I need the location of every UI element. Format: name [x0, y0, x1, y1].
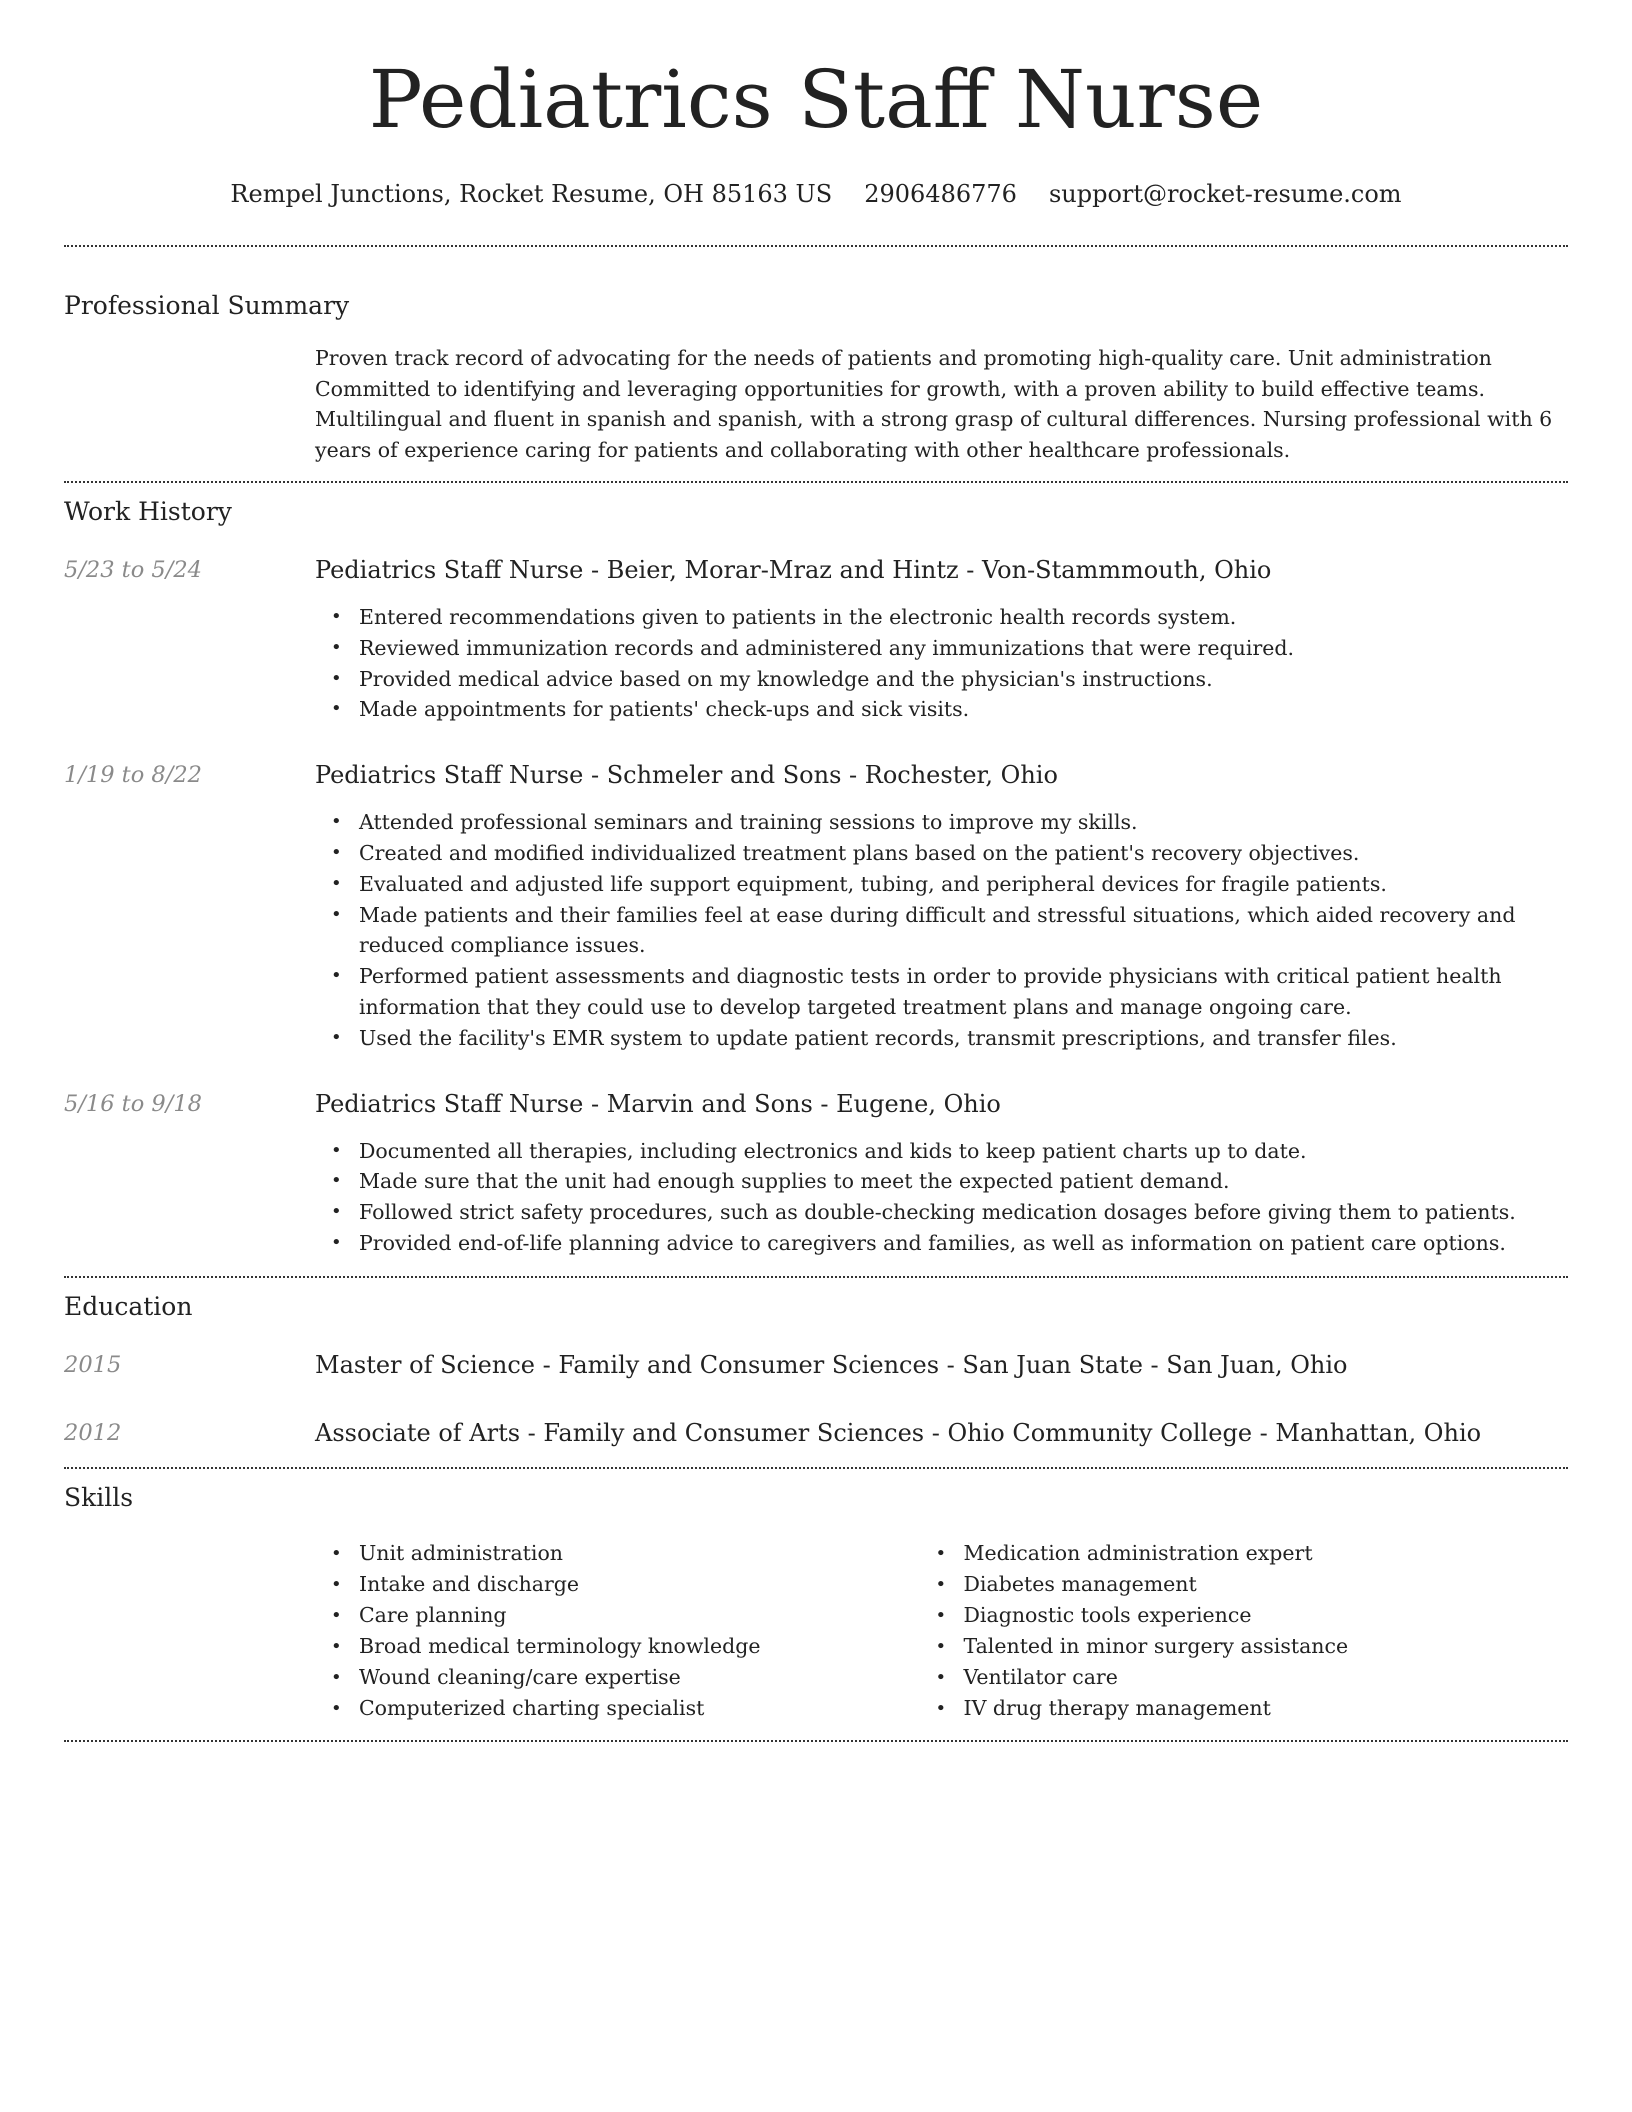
- divider: [64, 1740, 1568, 1742]
- skill-item: • Broad medical terminology knowledge: [359, 1631, 964, 1662]
- education-heading: Associate of Arts - Family and Consumer Sciences - Ohio Community College - Manhattan, Ohio: [315, 1418, 1482, 1447]
- skill-item: • Medication administration expert: [964, 1538, 1569, 1569]
- resume-name: Pediatrics Staff Nurse: [368, 53, 1264, 146]
- job-bullet: • Attended professional seminars and training sessions to improve my skills.: [359, 807, 1568, 838]
- education-year: 2012: [64, 1419, 122, 1446]
- resume-page: [64, 0, 1568, 1742]
- job-bullets: [359, 1136, 1568, 1259]
- skill-item: • IV drug therapy management: [964, 1693, 1569, 1724]
- skill-item: • Diagnostic tools experience: [964, 1600, 1569, 1631]
- skills-list: [359, 1538, 1568, 1724]
- job-entry: [64, 759, 1568, 1053]
- skill-item: • Ventilator care: [964, 1662, 1569, 1693]
- contact-email: support@rocket-resume.com: [1048, 180, 1402, 208]
- job-bullet: • Provided medical advice based on my knowledge and the physician's instructions.: [359, 664, 1568, 695]
- job-bullet: • Entered recommendations given to patients in the electronic health records system.: [359, 602, 1568, 633]
- skill-item: • Wound cleaning/care expertise: [359, 1662, 964, 1693]
- job-bullet: • Provided end-of-life planning advice to caregivers and families, as well as information on patient care options.: [359, 1228, 1568, 1259]
- skill-item: • Intake and discharge: [359, 1569, 964, 1600]
- section-title-education: Education: [64, 1291, 193, 1321]
- job-bullets: [359, 807, 1568, 1053]
- skill-item: • Care planning: [359, 1600, 964, 1631]
- job-bullet: • Documented all therapies, including electronics and kids to keep patient charts up to date.: [359, 1136, 1568, 1167]
- job-entry: [64, 1088, 1568, 1259]
- divider: [64, 1276, 1568, 1278]
- job-heading: Pediatrics Staff Nurse - Marvin and Sons - Eugene, Ohio: [315, 1089, 1001, 1118]
- skill-item: • Unit administration: [359, 1538, 964, 1569]
- skill-item: • Diabetes management: [964, 1569, 1569, 1600]
- job-bullet: • Reviewed immunization records and administered any immunizations that were required.: [359, 633, 1568, 664]
- job-heading: Pediatrics Staff Nurse - Beier, Morar-Mraz and Hintz - Von-Stammmouth, Ohio: [315, 556, 1272, 584]
- job-bullets: [359, 602, 1568, 725]
- section-title-skills: Skills: [64, 1482, 134, 1512]
- job-entry: [64, 554, 1568, 725]
- job-bullet: • Made sure that the unit had enough supplies to meet the expected patient demand.: [359, 1166, 1568, 1197]
- divider: [64, 1467, 1568, 1469]
- contact-phone: 2906486776: [864, 180, 1017, 208]
- education-entry: [64, 1349, 1568, 1381]
- job-bullet: • Used the facility's EMR system to update patient records, transmit prescriptions, and transfer files.: [359, 1023, 1568, 1054]
- job-dates: 1/19 to 8/22: [64, 762, 202, 789]
- job-bullet: • Followed strict safety procedures, such as double-checking medication dosages before giving them to patients.: [359, 1197, 1568, 1228]
- job-dates: 5/16 to 9/18: [64, 1090, 202, 1117]
- skills-column-right: [964, 1538, 1569, 1724]
- job-heading: Pediatrics Staff Nurse - Schmeler and Sons - Rochester, Ohio: [315, 761, 1058, 790]
- skills-column-left: [359, 1538, 964, 1724]
- job-bullet: • Created and modified individualized treatment plans based on the patient's recovery objectives.: [359, 838, 1568, 869]
- contact-address: Rempel Junctions, Rocket Resume, OH 85163 US: [230, 180, 833, 208]
- divider: [64, 245, 1568, 247]
- skill-item: • Computerized charting specialist: [359, 1693, 964, 1724]
- job-dates: 5/23 to 5/24: [64, 557, 202, 583]
- education-year: 2015: [64, 1351, 122, 1378]
- job-bullet: • Made appointments for patients' check-ups and sick visits.: [359, 694, 1568, 725]
- skill-item: • Talented in minor surgery assistance: [964, 1631, 1569, 1662]
- divider: [64, 481, 1568, 483]
- section-title-summary: Professional Summary: [64, 291, 350, 320]
- job-bullet: • Performed patient assessments and diagnostic tests in order to provide physicians with critical patient health information that they could use to develop targeted treatment plans and manage ongoing care.: [359, 961, 1568, 1023]
- contact-line: [64, 178, 1568, 210]
- section-title-work: Work History: [64, 497, 232, 526]
- job-bullet: • Evaluated and adjusted life support equipment, tubing, and peripheral devices for fragile patients.: [359, 869, 1568, 900]
- education-heading: Master of Science - Family and Consumer Sciences - San Juan State - San Juan, Ohio: [315, 1350, 1348, 1379]
- education-entry: [64, 1417, 1568, 1449]
- job-bullet: • Made patients and their families feel at ease during difficult and stressful situations, which aided recovery and reduced compliance issues.: [359, 900, 1568, 962]
- summary-text: Proven track record of advocating for the needs of patients and promoting high-quality care. Unit administration Committed to identifying and leveraging opportunities for growth, with a proven ability to build effective teams. Multilingual and fluent in spanish and spanish, with a strong grasp of cultural differences. Nursing professional with 6 years of experience caring for patients and collaborating with other healthcare professionals.: [315, 346, 1553, 462]
